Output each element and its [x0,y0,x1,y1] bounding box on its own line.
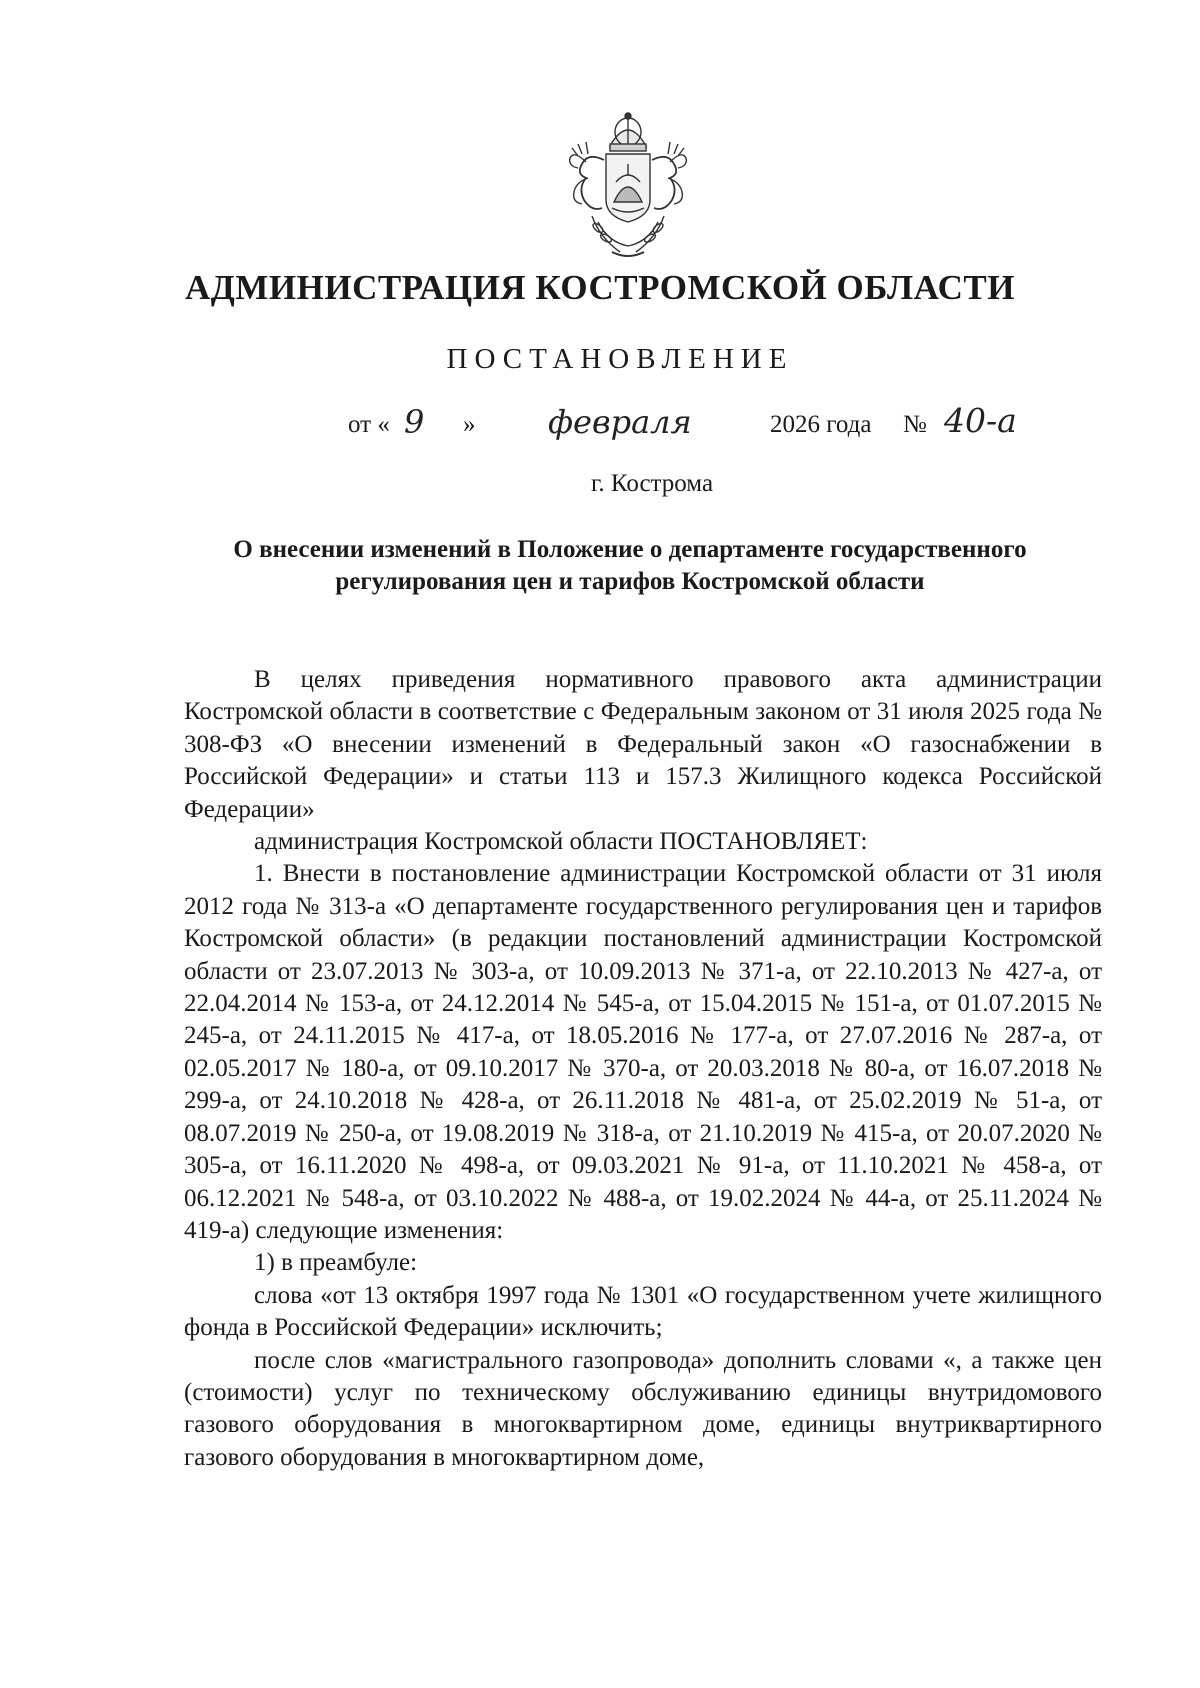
number-label: № [903,411,927,438]
paragraph: 1. Внести в постановление администрации Костромской области от 31 июля 2012 года № 313-а «О департаменте государственного регулирования цен и тарифов Костромской области» (в редакции постановлений администрации Костромской области от 23.07.2013 № 303-а, от 10.09.2013 № 371-а, от 22.10.2013 № 427-а, от 22.04.2014 № 153-а, от 24.12.2014 № 545-а, от 15.04.2015 № 151-а, от 01.07.2015 № 245-а, от 24.11.2015 № 417-а, от 18.05.2016 № 177-а, от 27.07.2016 № 287-а, от 02.05.2017 № 180-а, от 09.10.2017 № 370-а, от 20.03.2018 № 80-а, от 16.07.2018 № 299-а, от 24.10.2018 № 428-а, от 26.11.2018 № 481-а, от 25.02.2019 № 51-а, от 08.07.2019 № 250-а, от 19.08.2019 № 318-а, от 21.10.2019 № 415-а, от 20.07.2020 № 305-а, от 16.11.2020 № 498-а, от 09.03.2021 № 91-а, от 11.10.2021 № 458-а, от 06.12.2021 № 548-а, от 03.10.2022 № 488-а, от 19.02.2024 № 44-а, от 25.11.2024 № 419-а) следующие изменения: [184,860,1102,1244]
date-month-handwritten: февраля [548,403,692,441]
city: г. Кострома [590,470,714,497]
document-number-handwritten: 40-а [944,401,1017,440]
date-day-close: » [463,411,476,438]
date-year: 2026 года [770,411,872,438]
date-day-handwritten: 9 [404,403,425,441]
date-line [0,401,1200,453]
document-body [184,664,1102,1474]
paragraph: администрация Костромской области ПОСТАНОВЛЯЕТ: [254,828,868,856]
organization-title: АДМИНИСТРАЦИЯ КОСТРОМСКОЙ ОБЛАСТИ [185,268,1015,307]
document-type: ПОСТАНОВЛЕНИЕ [446,343,794,375]
paragraph: после слов «магистрального газопровода» дополнить словами «, а также цен (стоимости) услуг по техническому обслуживанию единицы внутридомового газового оборудования в многоквартирном доме, единицы внутриквартирного газового оборудования в многоквартирном доме, [184,1346,1102,1471]
paragraph: В целях приведения нормативного правового акта администрации Костромской области в соответствие с Федеральным законом от 31 июля 2025 года № 308-ФЗ «О внесении изменений в Федеральный закон «О газоснабжении в Российской Федерации» и статьи 113 и 157.3 Жилищного кодекса Российской Федерации» [184,666,1102,823]
document-subject: О внесении изменений в Положение о департаменте государственного регулирования цен и тарифов Костромской области [233,536,1027,595]
paragraph: слова «от 13 октября 1997 года № 1301 «О государственном учете жилищного фонда в Российской Федерации» исключить; [184,1281,1102,1342]
coat-of-arms-icon [558,112,698,262]
date-prefix: от « [348,411,390,438]
paragraph: 1) в преамбуле: [254,1249,418,1277]
